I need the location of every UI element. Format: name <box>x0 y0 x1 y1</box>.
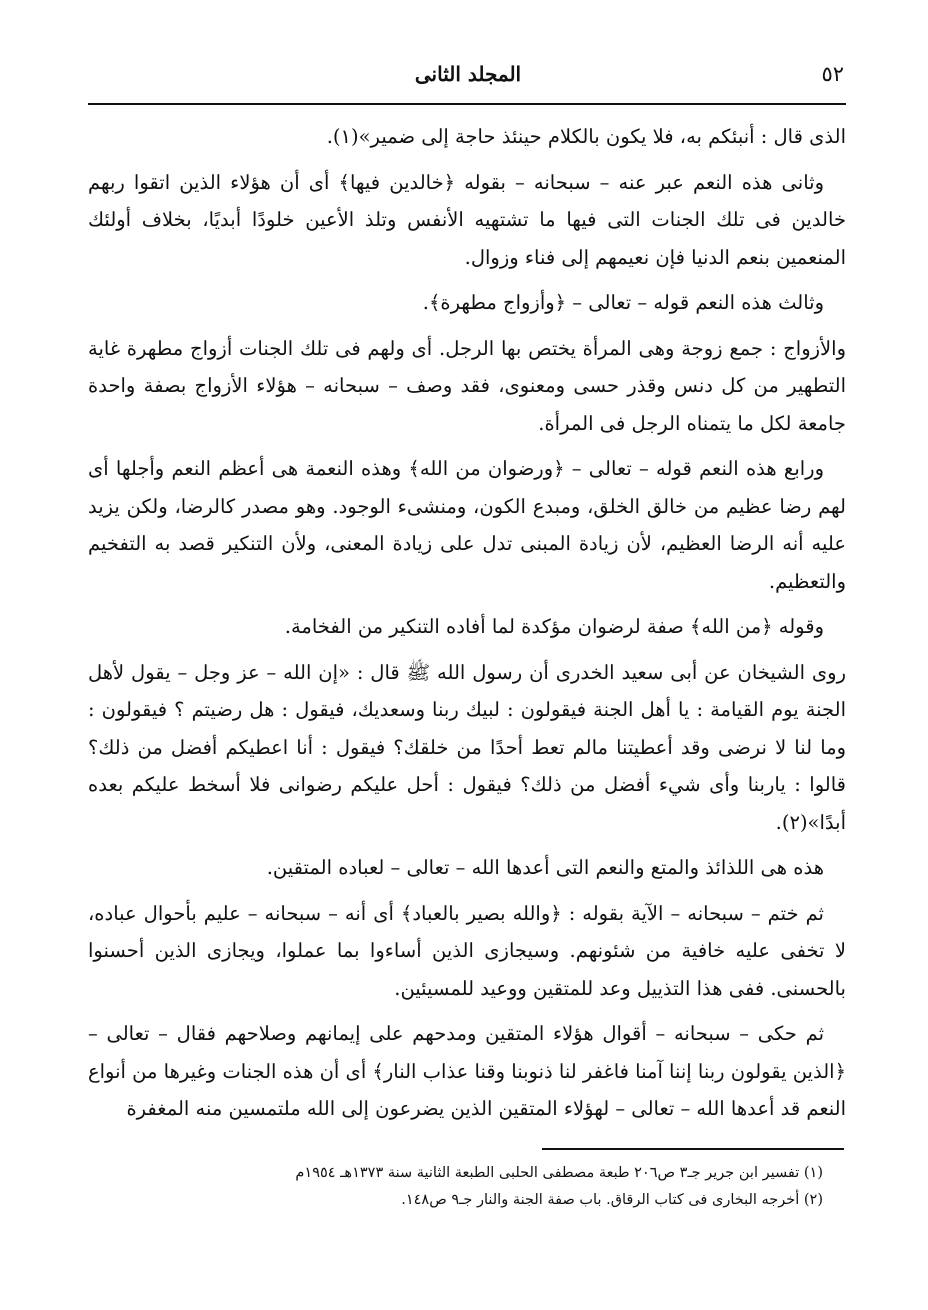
paragraph-8: هذه هى اللذائذ والمتع والنعم التى أعدها الله – تعالى – لعباده المتقين. <box>266 856 824 879</box>
paragraph-9: ثم ختم – سبحانه – الآية بقوله : ﴿والله بصير بالعباد﴾ أى أنه – سبحانه – عليم بأحوال عباده، لا تخفى عليه خافية من شئونهم. وسيجازى الذين أساءوا بما عملوا، ويجازى الذين أحسنوا بالحسنى. ففى هذا التذييل وعد للمتقين ووعيد للمسيئين. <box>88 901 846 1000</box>
paragraph-3: وثالث هذه النعم قوله – تعالى – ﴿وأزواج مطهرة﴾. <box>422 291 824 314</box>
paragraph-7: روى الشيخان عن أبى سعيد الخدرى أن رسول الله ﷺ قال : «إن الله – عز وجل – يقول لأهل الجنة يوم القيامة : يا أهل الجنة فيقولون : لبيك ربنا وسعديك، فيقول : هل رضيتم ؟ فيقولون : وما لنا لا نرضى وقد أعطيتنا مالم تعط أحدًا من خلقك؟ فيقول : أنا اعطيكم أفضل من ذلك؟ قالوا : ياربنا وأى شيء أفضل من ذلك؟ فيقول : أحل عليكم رضوانى فلا أسخط عليكم بعده أبدًا»(٢). <box>88 660 846 834</box>
footnotes <box>88 1160 823 1214</box>
paragraph-2: وثانى هذه النعم عبر عنه – سبحانه – بقوله ﴿خالدين فيها﴾ أى أن هؤلاء الذين اتقوا ربهم خالدين فى تلك الجنات التى فيها ما تشتهيه الأنفس وتلذ الأعين خلودًا أبديًا، بخلاف أولئك المنعمين بنعم الدنيا فإن نعيمهم إلى فناء وزوال. <box>88 170 846 269</box>
page-header <box>92 62 844 96</box>
running-title: المجلد الثانى <box>414 62 522 86</box>
paragraph-5: ورابع هذه النعم قوله – تعالى – ﴿ورضوان من الله﴾ وهذه النعمة هى أعظم النعم وأجلها أى لهم رضا عظيم من خالق الخلق، ومبدع الكون، ومنشىء الوجود. وهو مصدر كالرضا، ولكن يزيد عليه أنه الرضا العظيم، لأن زيادة المبنى تدل على زيادة المعنى، ولأن التنكير قصد به التفخيم والتعظيم. <box>88 457 846 593</box>
footnote-rule <box>542 1148 844 1150</box>
page-number: ٥٢ <box>821 62 844 86</box>
footnote-1: (١) تفسير ابن جرير جـ٣ ص٢٠٦ طبعة مصطفى الحلبى الطبعة الثانية سنة ١٣٧٣هـ ١٩٥٤م <box>295 1165 823 1181</box>
paragraph-6: وقوله ﴿من الله﴾ صفة لرضوان مؤكدة لما أفاده التنكير من الفخامة. <box>284 615 824 638</box>
paragraph-1: الذى قال : أنبئكم به، فلا يكون بالكلام حينئذ حاجة إلى ضمير»(١). <box>326 125 846 148</box>
footnote-2: (٢) أخرجه البخارى فى كتاب الرقاق. باب صفة الجنة والنار جـ٩ ص١٤٨. <box>401 1192 823 1208</box>
body-text <box>88 118 846 1136</box>
header-rule <box>88 103 846 105</box>
paragraph-10: ثم حكى – سبحانه – أقوال هؤلاء المتقين ومدحهم على إيمانهم وصلاحهم فقال – تعالى – ﴿الذين يقولون ربنا إننا آمنا فاغفر لنا ذنوبنا وقنا عذاب النار﴾ أى أن هذه الجنات وغيرها من أنواع النعم قد أعدها الله – تعالى – لهؤلاء المتقين الذين يضرعون إلى الله ملتمسين منه المغفرة <box>88 1022 846 1120</box>
paragraph-4: والأزواج : جمع زوجة وهى المرأة يختص بها الرجل. أى ولهم فى تلك الجنات أزواج مطهرة غاية التطهير من كل دنس وقذر حسى ومعنوى، فقد وصف – سبحانه – هؤلاء الأزواج بصفة واحدة جامعة لكل ما يتمناه الرجل فى المرأة. <box>88 336 846 435</box>
